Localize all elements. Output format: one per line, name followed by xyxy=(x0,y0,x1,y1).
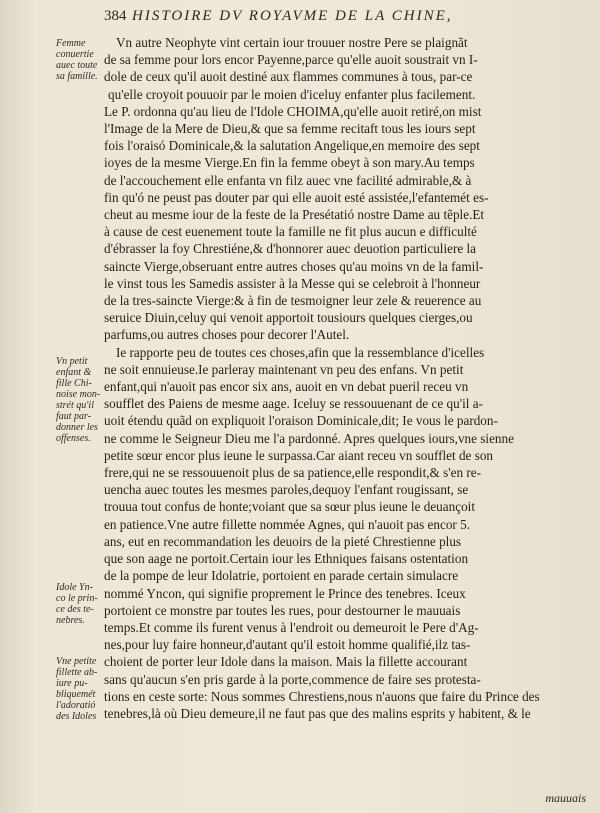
text-line: ne comme le Seigneur Dieu me l'a pardonné. Apres quelques iours,vne sienne xyxy=(104,430,514,446)
text-line: uoit étendu quãd on expliquoit l'oraison Dominicale,dit; Ie vous le pardon- xyxy=(104,413,498,429)
margin-note-petit-enfant: Vn petit enfant & fille Chi- noise mon- strét qu'il faut par- donner les offenses. xyxy=(56,356,101,444)
text-line: ioyes de la mesme Vierge.En fin la femme obeyt à son mary.Au temps xyxy=(104,155,475,171)
text-line: le vinst tous les Samedis assister à la Messe qui se celebroit à l'honneur xyxy=(104,275,481,291)
text-line: qu'elle croyoit pouuoir par le moien d'iceluy enfanter plus facilement. xyxy=(108,86,476,102)
text-line: temps.Et comme ils furent venus à l'endroit ou demeuroit le Pere d'Ag- xyxy=(104,619,479,635)
margin-note-fillette: Vne petite fillette ab- iure pu- bliquemét l'adoratió des Idoles xyxy=(56,656,98,722)
text-line: tenebres,là où Dieu demeure,il ne faut pas que des malins esprits y habitent, & le xyxy=(104,705,531,721)
text-line: Vn autre Neophyte vint certain iour trouuer nostre Pere se plaignãt xyxy=(116,35,468,50)
text-line: à cause de cest euenement toute la famille ne fit plus aucun e difficulté xyxy=(104,224,477,240)
text-line: dole de ceux qu'il auoit destiné aux flammes communes à tous, par-ce xyxy=(104,69,473,85)
text-line: frere,qui ne se ressouuenoit plus de sa patience,elle respondit,& s'en re- xyxy=(104,465,481,481)
running-header xyxy=(104,8,586,30)
margin-note-femme: Femme conuertie auec toute sa famille. xyxy=(56,38,98,82)
text-line: d'ébrasser la foy Chrestiéne,& d'honnorer auec deuotion particuliere la xyxy=(104,241,477,257)
text-line: Ie rapporte peu de toutes ces choses,afin que la ressemblance d'icelles xyxy=(116,344,485,360)
body-text xyxy=(104,34,590,722)
text-line: de l'accouchement elle enfanta vn filz auec vne facilité admirable,& à xyxy=(104,172,472,188)
text-line: que son aage ne portoit.Certain iour les Ethniques faisans ostentation xyxy=(104,551,469,567)
text-line: ne soit ennuieuse.Ie parleray maintenant vn peu des enfans. Vn petit xyxy=(104,361,464,377)
text-line: fin qu'ó ne peust pas douter par qui elle auoit esté assistée,l'efantemét es- xyxy=(104,189,489,205)
text-line: uencha auec toutes les mesmes paroles,dequoy l'enfant rougissant, se xyxy=(104,482,469,498)
text-line: sans qu'aucun s'en pris garde à la porte,commence de faire ses protesta- xyxy=(104,671,481,687)
text-line: choient de porter leur Idole dans la maison. Mais la fillette accourant xyxy=(104,654,468,670)
text-line: saincte Vierge,obseruant entre autres choses qu'au moins vn de la famil- xyxy=(104,258,484,274)
text-line: petite sœur encor plus ieune le surpassa.Car aiant receu vn soufflet de son xyxy=(104,447,494,463)
text-line: parfums,ou autres choses pour decorer l'Autel. xyxy=(104,327,350,343)
text-line: enfant,qui n'auoit pas encor six ans, auoit en vn debat pueril receu vn xyxy=(104,379,469,395)
text-line: tions en ceste sorte: Nous sommes Chrestiens,nous n'auons que faire du Prince des xyxy=(104,688,540,704)
text-line: seruice Diuin,celuy qui venoit apportoit tousiours quelques cierges,ou xyxy=(104,310,473,326)
text-line: fois l'oraisó Dominicale,& la salutation Angelique,en memoire des sept xyxy=(104,138,480,154)
running-title: HISTOIRE DV ROYAVME DE LA CHINE, xyxy=(132,8,453,24)
text-line: portoient ce monstre par toutes les rues, pour destourner le mauuais xyxy=(104,602,461,618)
page-number: 384 xyxy=(104,8,127,24)
margin-note-idole: Idole Yn- co le prin- ce des te- nebres. xyxy=(56,582,98,626)
text-line: nommé Yncon, qui signifie proprement le Prince des tenebres. Iceux xyxy=(104,585,466,601)
text-line: en patience.Vne autre fillette nommée Agnes, qui n'auoit pas encor 5. xyxy=(104,516,471,532)
text-line: Le P. ordonna qu'au lieu de l'Idole CHOIMA,qu'elle auoit retiré,on mist xyxy=(104,103,482,119)
catchword: mauuais xyxy=(545,791,586,805)
text-line: nes,pour luy faire honneur,d'autant qu'il estoit homme qualifié,ilz tas- xyxy=(104,637,471,653)
text-line: de la tres-saincte Vierge:& à fin de tesmoigner leur zele & reuerence au xyxy=(104,293,482,309)
text-line: l'Image de la Mere de Dieu,& que sa femme recitaft tous les iours sept xyxy=(104,121,476,137)
text-line: trouua tout confus de honte;voiant que sa sœur plus ieune le deuançoit xyxy=(104,499,475,515)
text-line: ans, eut en recommandation les deuoirs de la pieté Chrestienne plus xyxy=(104,533,462,549)
text-line: de sa femme pour lors encor Payenne,parce qu'elle auoit soustrait vn I- xyxy=(104,52,478,68)
text-line: de la pompe de leur Idolatrie, portoient en parade certain simulacre xyxy=(104,568,459,584)
text-line: soufflet des Paiens de mesme aage. Iceluy se ressouuenant de ce qu'il a- xyxy=(104,396,483,412)
text-line: cheut au mesme iour de la feste de la Presétatió nostre Dame au tẽple.Et xyxy=(104,207,485,223)
